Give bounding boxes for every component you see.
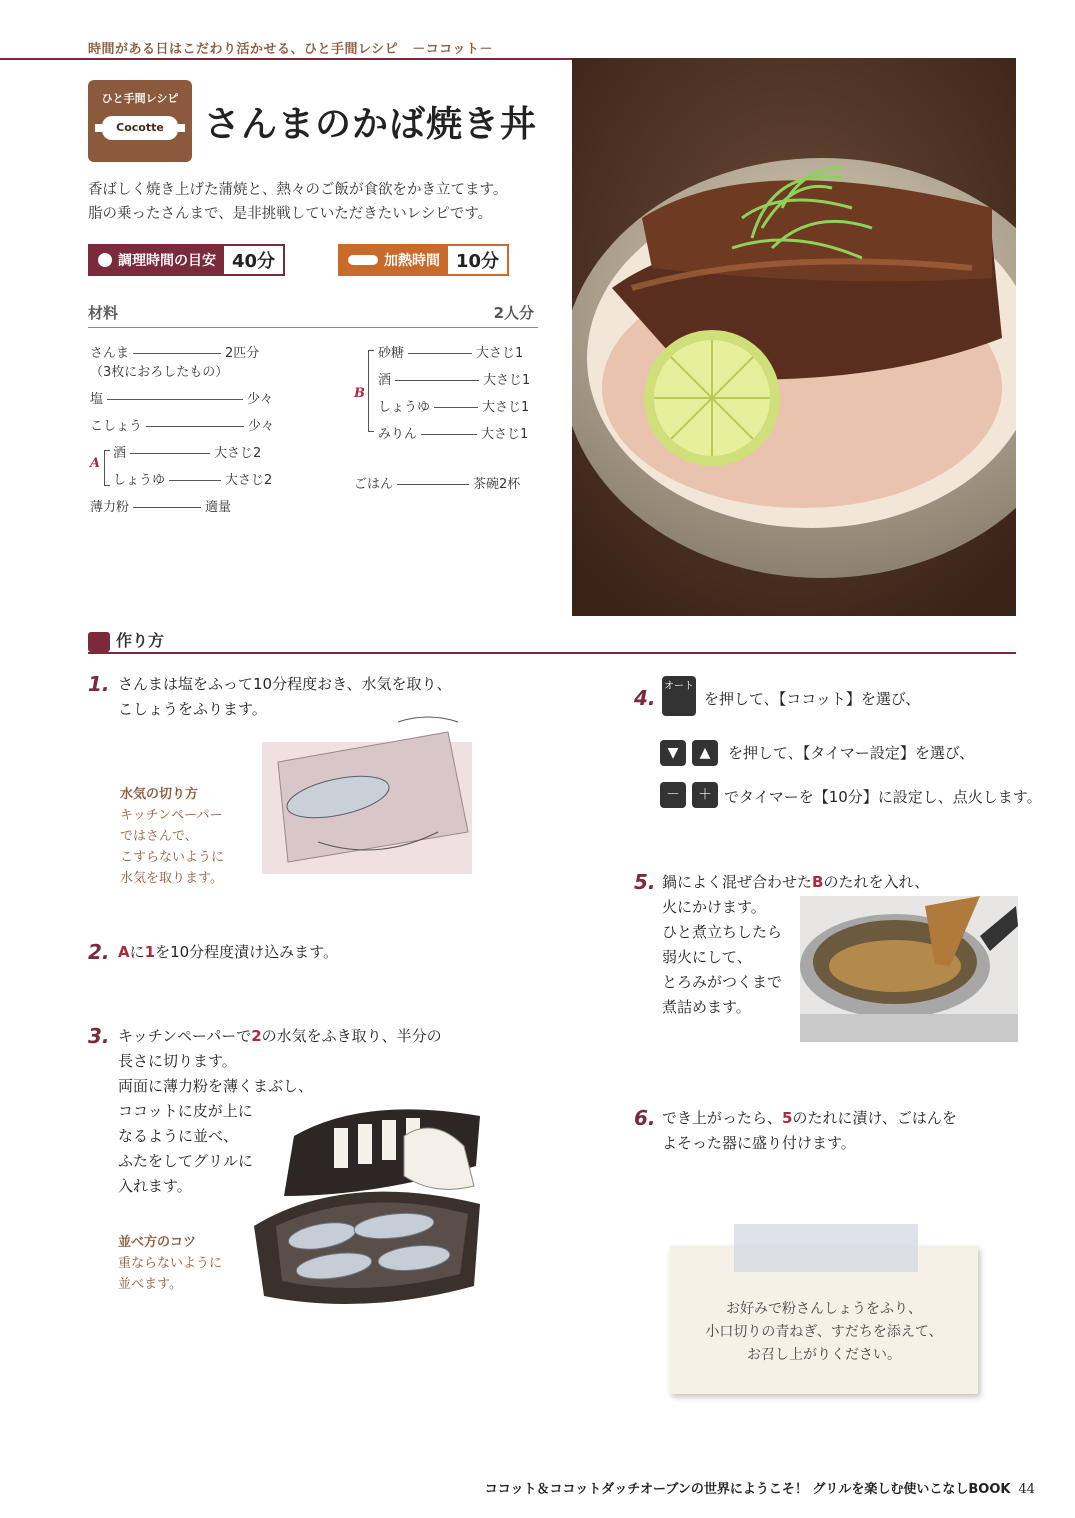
ingredient-name: 砂糖	[378, 346, 405, 361]
auto-button-icon: オート	[662, 676, 696, 716]
text: のたれを入れ、	[823, 873, 930, 891]
note-line: お好みで粉さんしょうをふり、	[726, 1301, 922, 1317]
tip-line: 並べます。	[118, 1277, 182, 1292]
ingredient-name: こしょう	[90, 419, 143, 434]
ingredient-row	[90, 415, 274, 434]
tape-decoration	[734, 1224, 918, 1272]
header-text: 時間がある日はこだわり活かせる、ひと手間レシピ	[88, 42, 399, 57]
ingredient-row	[378, 423, 528, 442]
leader-line	[397, 484, 469, 485]
mixing-bowl-icon	[98, 253, 112, 267]
header-sub: －ココット－	[412, 42, 493, 57]
ingredient-row	[378, 396, 529, 415]
text: のたれに漬け、ごはんを	[792, 1109, 957, 1127]
step-number: 1.	[88, 672, 110, 696]
pan-art	[800, 896, 1018, 1042]
cocotte-art	[254, 1076, 484, 1330]
cook-time-box	[88, 244, 285, 276]
step-4-line-1: を押して、【ココット】を選び、	[704, 690, 921, 708]
step-line: ひと煮立ちしたら	[662, 923, 783, 941]
method-heading	[88, 628, 164, 652]
step-number: 3.	[88, 1024, 110, 1048]
ingredient-amount: 茶碗2杯	[473, 477, 521, 492]
step-4-line-2: を押して、【タイマー設定】を選び、	[728, 744, 975, 762]
ingredient-row	[378, 342, 523, 361]
ingredient-row	[354, 473, 520, 492]
step-line: ココットに皮が上に	[118, 1102, 253, 1120]
group-a-label: A	[90, 456, 101, 471]
ingredient-note: （3枚におろしたもの）	[90, 365, 229, 380]
leader-line	[169, 480, 221, 481]
ingredient-name: しょうゆ	[378, 400, 431, 415]
servings: 2人分	[493, 304, 534, 322]
footer	[485, 1478, 1035, 1497]
tip-line: キッチンペーパー	[120, 808, 223, 823]
footer-title: ココット＆ココットダッチオーブンの世界にようこそ！ グリルを楽しむ使いこなしBOOK	[484, 1482, 1011, 1497]
paper-towel-illustration	[258, 702, 484, 878]
leader-line	[133, 507, 201, 508]
tip-line: こすらないように	[120, 850, 225, 865]
running-header	[88, 38, 493, 57]
text: の水気をふき取り、半分の	[261, 1027, 442, 1045]
ingredient-amount: 適量	[205, 500, 232, 515]
leader-line	[130, 453, 210, 454]
step-line: 煮詰めます。	[662, 998, 751, 1016]
tip-line: ではさんで、	[120, 829, 198, 844]
heat-time-box	[338, 244, 509, 276]
leader-line	[421, 434, 477, 435]
ingredients-header	[88, 302, 538, 328]
ingredient-row	[378, 369, 530, 388]
ingredient-amount: 2匹分	[225, 346, 260, 361]
step-line: 長さに切ります。	[118, 1052, 237, 1070]
step-line: さんまは塩をふって10分程度おき、水気を取り、	[118, 675, 452, 693]
recipe-badge	[88, 80, 192, 162]
ingredients-label: 材料	[88, 304, 119, 322]
step-number: 6.	[634, 1106, 656, 1130]
cook-time-value: 40分	[232, 251, 276, 272]
page-number: 44	[1018, 1482, 1035, 1497]
whisk-bowl-icon	[88, 632, 110, 652]
step-2-text	[118, 940, 338, 965]
minus-button-icon: －	[660, 782, 686, 808]
ingredient-name: 酒	[378, 373, 392, 388]
note-line: お召し上がりください。	[747, 1347, 901, 1363]
paper-towel-art	[258, 702, 484, 878]
dish-photo-art	[572, 58, 1016, 616]
tip-line: 水気を取ります。	[120, 871, 223, 886]
ingredient-name: 薄力粉	[90, 500, 130, 515]
text: でき上がったら、	[662, 1109, 783, 1127]
ingredient-name: さんま	[90, 346, 130, 361]
step-4-line-3: でタイマーを【10分】に設定し、点火します。	[724, 788, 1042, 806]
group-a-bracket	[104, 450, 110, 486]
ingredient-amount: 大さじ2	[225, 473, 273, 488]
tip-line: 重ならないように	[118, 1256, 223, 1271]
up-button-icon: ▲	[692, 740, 718, 766]
ingredient-row	[113, 469, 272, 488]
down-button-icon: ▼	[660, 740, 686, 766]
ingredient-name: みりん	[378, 427, 418, 442]
step-line: よそった器に盛り付けます。	[662, 1134, 856, 1152]
step-line: 弱火にして、	[662, 948, 752, 966]
dish-photo	[572, 58, 1016, 616]
cocotte-icon	[348, 255, 378, 265]
tip-water	[120, 784, 224, 889]
step-number: 5.	[634, 870, 656, 894]
method-heading-text: 作り方	[116, 631, 165, 650]
ingredient-amount: 大さじ1	[481, 427, 529, 442]
ingredient-amount: 大さじ1	[483, 373, 531, 388]
intro-line: 脂の乗ったさんまで、是非挑戦していただきたいレシピです。	[88, 206, 493, 222]
step-number: 4.	[634, 686, 656, 710]
ingredient-name: ごはん	[354, 477, 394, 492]
leader-line	[146, 426, 244, 427]
note-line: 小口切りの青ねぎ、すだちを添えて、	[705, 1324, 943, 1340]
ingredient-amount: 大さじ1	[476, 346, 524, 361]
recipe-title: さんまのかば焼き丼	[204, 104, 538, 145]
tip-heading: 水気の切り方	[120, 787, 199, 802]
group-b-label: B	[354, 386, 365, 401]
tip-arrange	[118, 1232, 222, 1295]
heat-time-label: 加熱時間	[384, 253, 440, 269]
heat-time-label-wrap	[340, 246, 448, 274]
leader-line	[408, 353, 472, 354]
cook-time-label-wrap	[90, 246, 224, 274]
pan-illustration	[800, 896, 1018, 1042]
ref-5: 5	[782, 1109, 793, 1127]
step-number: 2.	[88, 940, 110, 964]
cook-time-label: 調理時間の目安	[118, 253, 216, 269]
leader-line	[107, 399, 243, 400]
recipe-intro	[88, 178, 507, 226]
ingredient-name: しょうゆ	[113, 473, 166, 488]
ingredient-row	[90, 342, 259, 361]
badge-label: ひと手間レシピ	[101, 92, 179, 105]
step-line: ふたをしてグリルに	[118, 1152, 254, 1170]
ingredient-amount: 大さじ2	[214, 446, 262, 461]
step-line	[662, 1106, 957, 1131]
ref-2: 2	[251, 1027, 262, 1045]
ingredient-amount: 少々	[248, 419, 275, 434]
header-rule	[0, 58, 572, 60]
ingredient-amount: 大さじ1	[482, 400, 530, 415]
group-b-bracket	[368, 350, 374, 432]
heat-time-value: 10分	[456, 251, 500, 272]
ingredient-amount: 少々	[247, 392, 274, 407]
leader-line	[133, 353, 221, 354]
ref-b: B	[812, 873, 824, 891]
step-line: こしょうをふります。	[118, 700, 267, 718]
serving-note-text	[670, 1298, 978, 1367]
leader-line	[395, 380, 479, 381]
ingredient-name: 酒	[113, 446, 127, 461]
text: を10分程度漬け込みます。	[155, 943, 338, 961]
step-line	[662, 870, 929, 895]
cocotte-illustration	[254, 1076, 484, 1330]
method-rule	[88, 652, 1016, 654]
ingredient-row	[90, 388, 273, 407]
ingredient-name: 塩	[90, 392, 104, 407]
ingredient-row	[90, 496, 231, 515]
ref-1: 1	[144, 943, 156, 961]
text: に	[129, 943, 145, 961]
step-line: 入れます。	[118, 1177, 192, 1195]
leader-line	[434, 407, 478, 408]
ingredient-row	[113, 442, 261, 461]
ref-a: A	[118, 943, 130, 961]
step-line: なるように並べ、	[118, 1127, 239, 1145]
step-6-text	[662, 1106, 957, 1156]
tip-heading: 並べ方のコツ	[118, 1235, 197, 1250]
step-line	[118, 1024, 442, 1049]
text: 鍋によく混ぜ合わせた	[662, 873, 813, 891]
text: キッチンペーパーで	[118, 1027, 252, 1045]
plus-button-icon: ＋	[692, 782, 718, 808]
intro-line: 香ばしく焼き上げた蒲焼と、熱々のご飯が食欲をかき立てます。	[88, 182, 508, 198]
cocotte-pan-icon: Cocotte	[102, 116, 178, 140]
step-line: とろみがつくまで	[662, 973, 783, 991]
step-line: 両面に薄力粉を薄くまぶし、	[118, 1077, 314, 1095]
step-line: 火にかけます。	[662, 898, 766, 916]
